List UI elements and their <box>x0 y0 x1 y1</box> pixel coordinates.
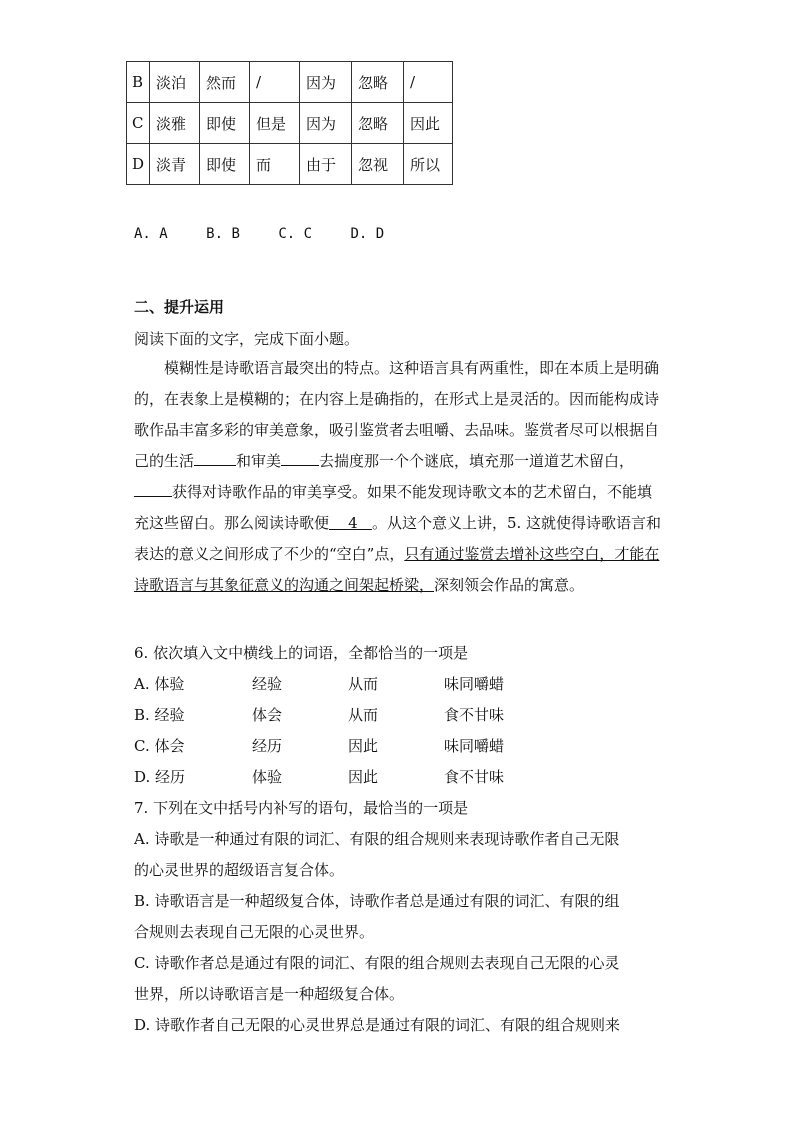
table-cell: 由于 <box>300 144 352 185</box>
passage-s1: 模糊性是诗歌语言最突出的特点。这种语言具有两重性，即在本质上是明确的，在表象上是模糊的；在内容上是确指的，在形式上是灵活的。因而能构成诗歌作品丰富多彩的审美意象，吸引鉴赏者去咀嚼、去品味。鉴赏者尽可以根据自己的生活 <box>134 359 660 470</box>
answer-choices <box>134 226 414 242</box>
q6-option-word: 体会 <box>252 706 283 724</box>
blank-2[interactable] <box>281 450 319 466</box>
table-cell: 因为 <box>300 103 352 144</box>
instruction: 阅读下面的文字，完成下面小题。 <box>134 330 360 348</box>
q7-option-d-line1[interactable]: D. 诗歌作者自己无限的心灵世界总是通过有限的词汇、有限的组合规则来 <box>134 1016 621 1034</box>
table-cell: 因为 <box>300 62 352 103</box>
q7-option-a-line2: 的心灵世界的超级语言复合体。 <box>134 861 345 879</box>
table-row-letter: C <box>127 103 150 144</box>
section-title: 二、提升运用 <box>134 298 225 316</box>
blank-3[interactable] <box>134 481 172 497</box>
q6-option-word: 味同嚼蜡 <box>444 737 505 755</box>
q6-option-word: 食不甘味 <box>444 706 505 724</box>
table-cell: 忽略 <box>352 103 404 144</box>
table-cell: 而 <box>250 144 300 185</box>
table-row-letter: B <box>127 62 150 103</box>
table-row <box>127 62 453 103</box>
q7-stem: 7. 下列在文中括号内补写的语句，最恰当的一项是 <box>134 799 469 817</box>
q7-option-b-line1[interactable]: B. 诗歌语言是一种超级复合体，诗歌作者总是通过有限的词汇、有限的组 <box>134 892 620 910</box>
q6-option-word: B. 经验 <box>134 706 185 724</box>
answer-c[interactable]: C. C <box>278 226 313 242</box>
answer-a[interactable]: A. A <box>134 226 168 242</box>
q6-option-word: 味同嚼蜡 <box>444 675 505 693</box>
q6-option-word: D. 经历 <box>134 768 186 786</box>
q6-option-word: 食不甘味 <box>444 768 505 786</box>
passage-s2: 和审美 <box>236 452 282 470</box>
q6-option-word: 经验 <box>252 675 283 693</box>
q7-option-a-line1[interactable]: A. 诗歌是一种通过有限的词汇、有限的组合规则来表现诗歌作者自己无限 <box>134 830 620 848</box>
q6-option-word: 从而 <box>348 675 379 693</box>
table-cell: / <box>404 62 453 103</box>
passage-underlined-sentence: 只有通过鉴赏去增补这些空白，才能在诗歌语言与其象征意义的沟通之间架起桥梁， <box>134 545 660 594</box>
blank-4-number: 4 <box>348 514 358 532</box>
passage-s5: 。从这个意义上讲，5. 这就使得诗歌语言和表达的意义之间形成了不少的“空白”点， <box>134 514 662 563</box>
passage <box>134 353 664 601</box>
blank-1[interactable] <box>194 450 236 466</box>
q6-option-word: A. 体验 <box>134 675 185 693</box>
q7-option-c-line1[interactable]: C. 诗歌作者总是通过有限的词汇、有限的组合规则去表现自己无限的心灵 <box>134 954 620 972</box>
q6-option-word: 从而 <box>348 706 379 724</box>
options-table <box>126 61 453 185</box>
table-cell: 忽视 <box>352 144 404 185</box>
q6-option-word: 因此 <box>348 768 379 786</box>
table-row-letter: D <box>127 144 150 185</box>
table-cell: 淡雅 <box>150 103 200 144</box>
table-cell: 但是 <box>250 103 300 144</box>
table-cell: 淡泊 <box>150 62 200 103</box>
q6-option-word: 经历 <box>252 737 283 755</box>
q6-option-word: C. 体会 <box>134 737 185 755</box>
table-cell: 即使 <box>200 144 250 185</box>
q6-stem: 6. 依次填入文中横线上的词语，全都恰当的一项是 <box>134 644 469 662</box>
answer-d[interactable]: D. D <box>350 226 385 242</box>
q7-option-c-line2: 世界，所以诗歌语言是一种超级复合体。 <box>134 985 405 1003</box>
answer-b[interactable]: B. B <box>206 226 240 242</box>
table-row <box>127 144 453 185</box>
blank-4[interactable] <box>329 514 372 532</box>
q6-option-word: 因此 <box>348 737 379 755</box>
q7-option-b-line2: 合规则去表现自己无限的心灵世界。 <box>134 923 375 941</box>
passage-s4: 获得对诗歌作品的审美享受。如果不能发现诗歌文本的艺术留白，不能填充这些留白。那么阅读诗歌便 <box>134 483 653 532</box>
passage-s3: 去揣度那一个个谜底，填充那一道道艺术留白， <box>319 452 635 470</box>
table-cell: 所以 <box>404 144 453 185</box>
q6-option-word: 体验 <box>252 768 283 786</box>
table-cell: / <box>250 62 300 103</box>
table-cell: 因此 <box>404 103 453 144</box>
table-cell: 忽略 <box>352 62 404 103</box>
table-row <box>127 103 453 144</box>
table-cell: 即使 <box>200 103 250 144</box>
table-cell: 然而 <box>200 62 250 103</box>
table-cell: 淡青 <box>150 144 200 185</box>
passage-s6: 深刻领会作品的寓意。 <box>434 576 585 594</box>
